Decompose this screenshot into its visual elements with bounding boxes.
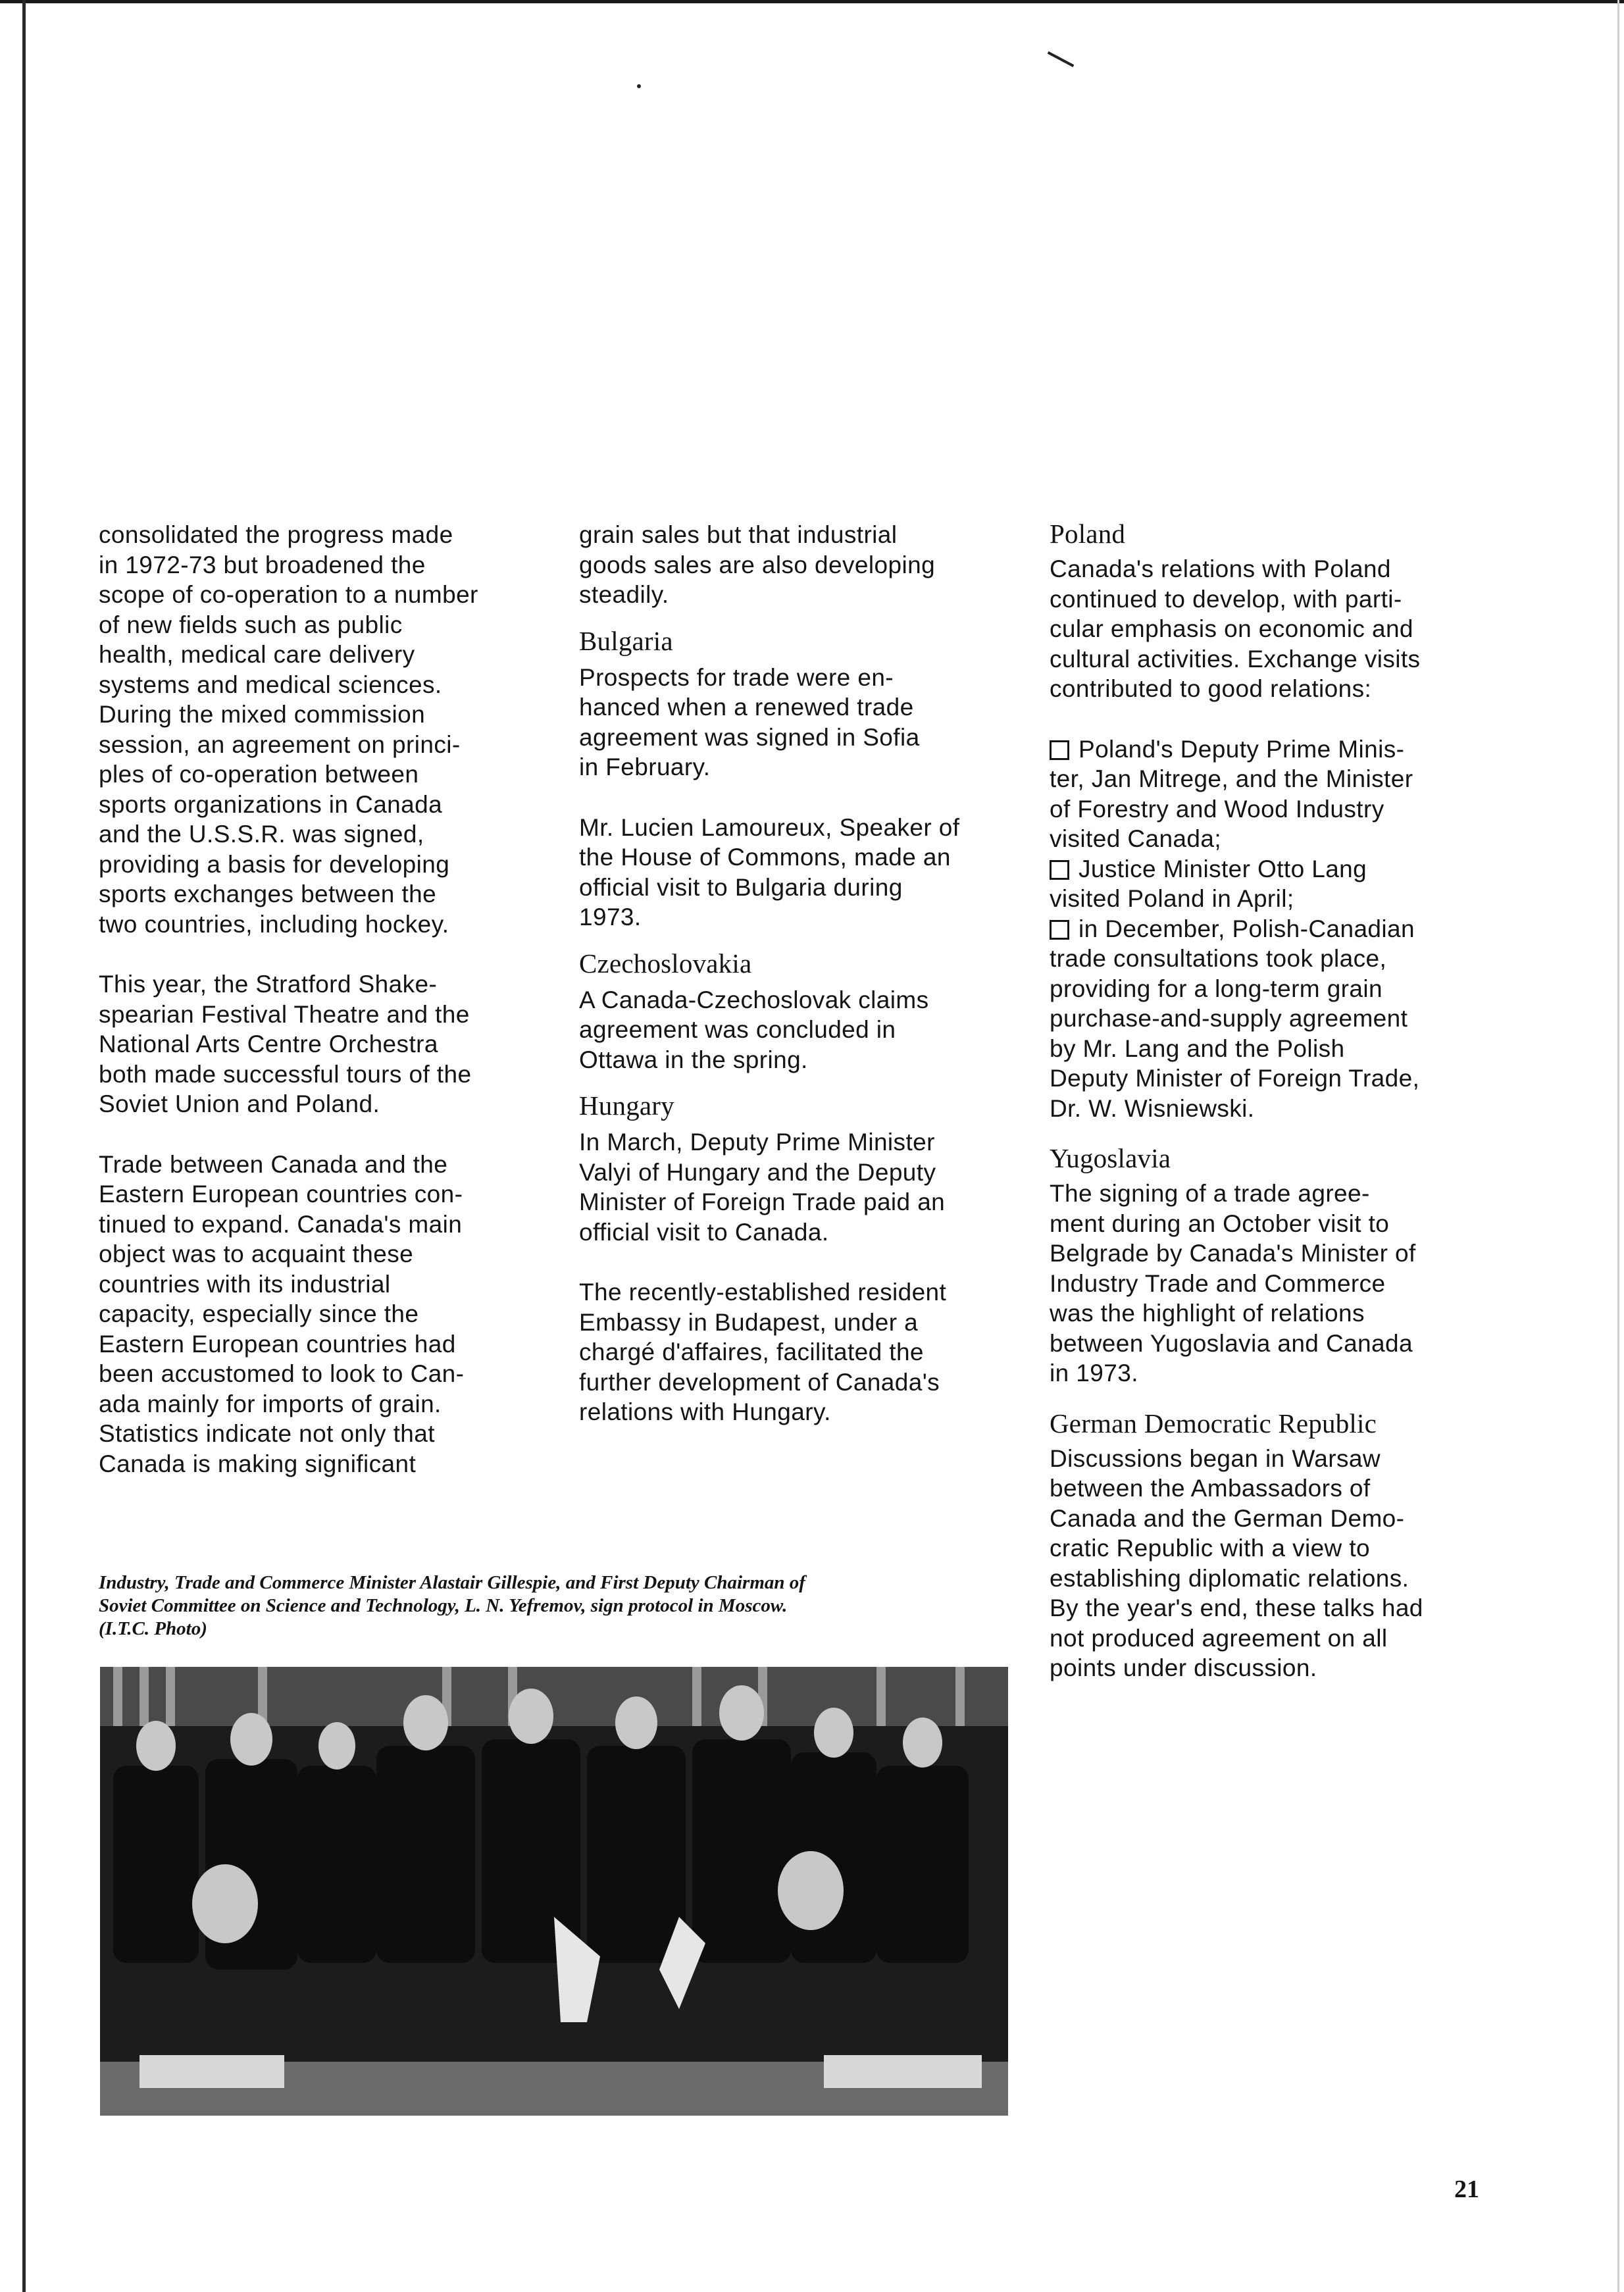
checkbox-bullet-icon	[1050, 920, 1069, 940]
list-item	[1050, 734, 1497, 854]
section-heading-czechoslovakia: Czechoslovakia	[579, 948, 752, 979]
body-paragraph: Prospects for trade were en- hanced when a renewed trade agreement was signed in Sofia in February.	[579, 663, 920, 780]
body-paragraph: A Canada-Czechoslovak claims agreement was concluded in Ottawa in the spring.	[579, 986, 929, 1073]
list-item-text: Justice Minister Otto Lang visited Poland in April;	[1050, 855, 1367, 912]
scan-top-edge	[0, 0, 1624, 3]
column-middle	[579, 520, 1013, 1427]
section-heading-yugoslavia: Yugoslavia	[1050, 1143, 1171, 1173]
body-paragraph: In March, Deputy Prime Minister Valyi of Hungary and the Deputy Minister of Foreign Trade paid an official visit to Canada.	[579, 1129, 946, 1246]
section-heading-hungary: Hungary	[579, 1090, 674, 1121]
column-right	[1050, 517, 1497, 1683]
scan-left-edge	[22, 0, 26, 2292]
photo-caption: Industry, Trade and Commerce Minister Alastair Gillespie, and First Deputy Chairman of Soviet Committee on Science and Technology, L. N. Yefremov, sign protocol in Moscow. (I.T.C. Photo)	[99, 1572, 805, 1639]
body-paragraph: Discussions began in Warsaw between the Ambassadors of Canada and the German Demo- cratic Republic with a view to establishing diplomatic relations. By the year's end, these talks had not produced agreement on all points under discussion.	[1050, 1444, 1423, 1681]
bullet-list	[1050, 734, 1497, 1124]
list-item	[1050, 854, 1497, 914]
column-left	[99, 520, 546, 1479]
body-paragraph: consolidated the progress made in 1972-73 but broadened the scope of co-operation to a number of new fields such as public health, medical care delivery systems and medical sciences. During the mixed commission session, an agreement on princi- ples of co-operation between sports organizations in Canada and the U.S.S.R. was signed, providing a basis for developing sports exchanges between the two countries, including hockey.	[99, 521, 478, 938]
body-paragraph: grain sales but that industrial goods sales are also developing steadily.	[579, 521, 936, 608]
body-paragraph: This year, the Stratford Shake- spearian Festival Theatre and the National Arts Centre Orchestra both made successful tours of the Soviet Union and Poland.	[99, 971, 472, 1117]
checkbox-bullet-icon	[1050, 740, 1069, 760]
signing-ceremony-photo	[100, 1667, 1008, 2116]
body-paragraph: Trade between Canada and the Eastern European countries con- tinued to expand. Canada's main object was to acquaint these countries with its industrial capacity, especially since the Eastern European countries had been accustomed to look to Can- ada mainly for imports of grain. Statistics indicate not only that Canada is making significant	[99, 1150, 465, 1477]
list-item-text: in December, Polish-Canadian trade consultations took place, providing for a long-term grain purchase-and-supply agreement by Mr. Lang and the Polish Deputy Minister of Foreign Trade, Dr. W. Wisniewski.	[1050, 915, 1420, 1122]
scan-speck	[1048, 51, 1075, 67]
page-number: 21	[1454, 2176, 1479, 2203]
body-paragraph: Canada's relations with Poland continued to develop, with parti- cular emphasis on economic and cultural activities. Exchange visits contributed to good relations:	[1050, 555, 1421, 702]
scan-right-edge	[1617, 0, 1619, 2292]
section-heading-bulgaria: Bulgaria	[579, 625, 673, 656]
list-item-text: Poland's Deputy Prime Minis- ter, Jan Mitrege, and the Minister of Forestry and Wood Industry visited Canada;	[1050, 735, 1413, 852]
body-paragraph: The recently-established resident Embassy in Budapest, under a chargé d'affaires, facilitated the further development of Canada's relations with Hungary.	[579, 1279, 947, 1425]
body-paragraph: The signing of a trade agree- ment during an October visit to Belgrade by Canada's Minister of Industry Trade and Commerce was the highlight of relations between Yugoslavia and Canada in 1973.	[1050, 1180, 1416, 1387]
scan-speck	[637, 84, 641, 88]
body-paragraph: Mr. Lucien Lamoureux, Speaker of the House of Commons, made an official visit to Bulgaria during 1973.	[579, 813, 960, 930]
list-item	[1050, 914, 1497, 1124]
checkbox-bullet-icon	[1050, 860, 1069, 880]
section-heading-gdr: German Democratic Republic	[1050, 1408, 1377, 1439]
section-heading-poland: Poland	[1050, 519, 1126, 549]
